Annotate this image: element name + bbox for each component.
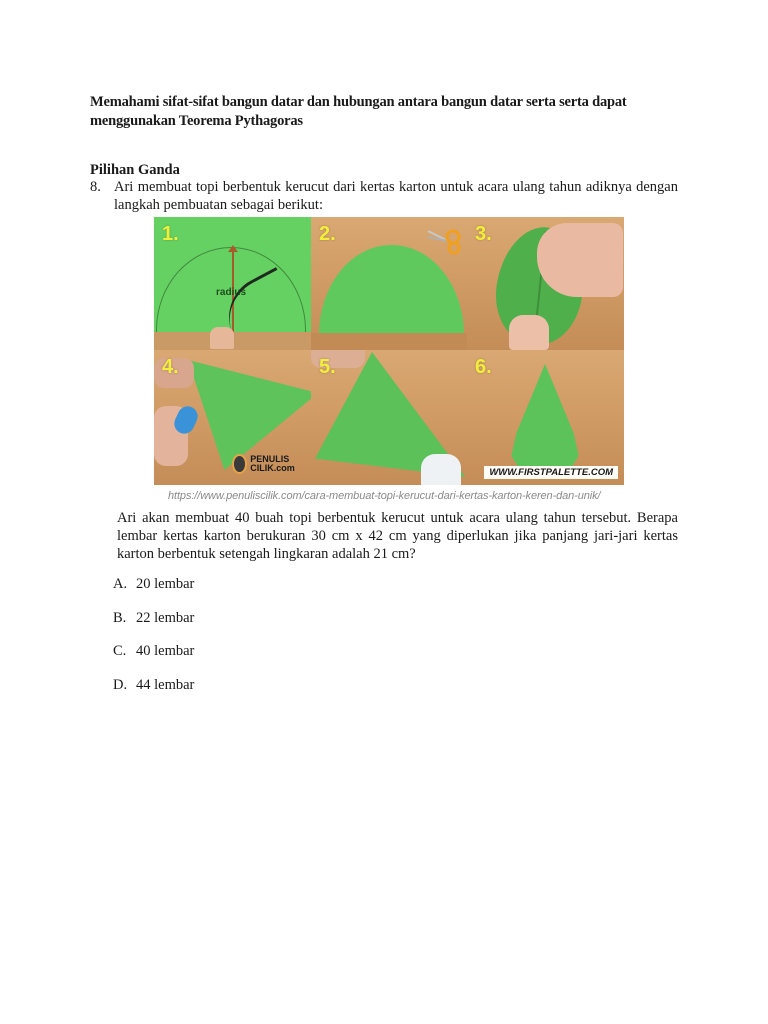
option-text: 44 lembar <box>136 677 195 694</box>
option-letter: B. <box>113 609 127 626</box>
penulis-cilik-logo <box>232 454 311 474</box>
firstpalette-watermark: WWW.FIRSTPALETTE.COM <box>484 466 618 479</box>
hand <box>210 327 234 349</box>
option-c[interactable] <box>113 643 194 677</box>
option-text: 40 lembar <box>136 643 195 660</box>
option-text: 20 lembar <box>136 576 195 592</box>
page-heading: Memahami sifat-sifat bangun datar dan hubungan antara bangun datar serta serta dapat menggunakan Teorema Pythagoras <box>90 94 627 129</box>
question-number: 8. <box>90 179 101 195</box>
step-number: 6. <box>475 356 492 378</box>
step-panel-1 <box>154 217 311 350</box>
cone-hat-steps-figure <box>154 217 624 485</box>
radius-label: radius <box>216 287 247 298</box>
figure-source-url: https://www.penuliscilik.com/cara-membuat-topi-kerucut-dari-kertas-karton-keren-dan-unik/ <box>168 490 601 502</box>
green-semicircle <box>319 245 464 333</box>
option-b[interactable] <box>113 610 194 644</box>
option-letter: D. <box>113 677 128 694</box>
option-d[interactable] <box>113 677 194 711</box>
step-number: 3. <box>475 223 492 245</box>
step-panel-5 <box>311 350 467 485</box>
step-panel-2 <box>311 217 467 350</box>
hand <box>537 223 623 297</box>
question-intro: Ari membuat topi berbentuk kerucut dari kertas karton untuk acara ulang tahun adiknya dengan langkah pembuatan sebagai berikut: <box>114 179 678 213</box>
scissors-icon <box>426 227 466 255</box>
hand <box>509 315 549 350</box>
mascot-icon <box>232 454 247 474</box>
question-8 <box>90 178 678 214</box>
section-title: Pilihan Ganda <box>90 162 180 178</box>
option-letter: C. <box>113 643 127 660</box>
step-panel-4 <box>154 350 311 485</box>
step-panel-6 <box>467 350 624 485</box>
option-a[interactable] <box>113 576 194 610</box>
step-number: 1. <box>162 223 179 245</box>
watermark-text: PENULIS CILIK.com <box>250 454 295 473</box>
option-letter: A. <box>113 576 128 592</box>
step-number: 2. <box>319 223 336 245</box>
question-stem: Ari akan membuat 40 buah topi berbentuk kerucut untuk acara ulang tahun tersebut. Berapa lembar kertas karton berukuran 30 cm x 42 cm yang diperlukan jika panjang jari-jari kertas karton berbentuk setengah lingkaran adalah 21 cm? <box>117 510 678 562</box>
step-panel-3 <box>467 217 624 350</box>
step-number: 4. <box>162 356 179 378</box>
glue-bottle-icon <box>421 454 461 485</box>
option-text: 22 lembar <box>136 609 195 626</box>
table-edge <box>311 333 467 350</box>
answer-options <box>113 576 194 711</box>
finished-cone-hat <box>505 364 585 476</box>
step-number: 5. <box>319 356 336 378</box>
